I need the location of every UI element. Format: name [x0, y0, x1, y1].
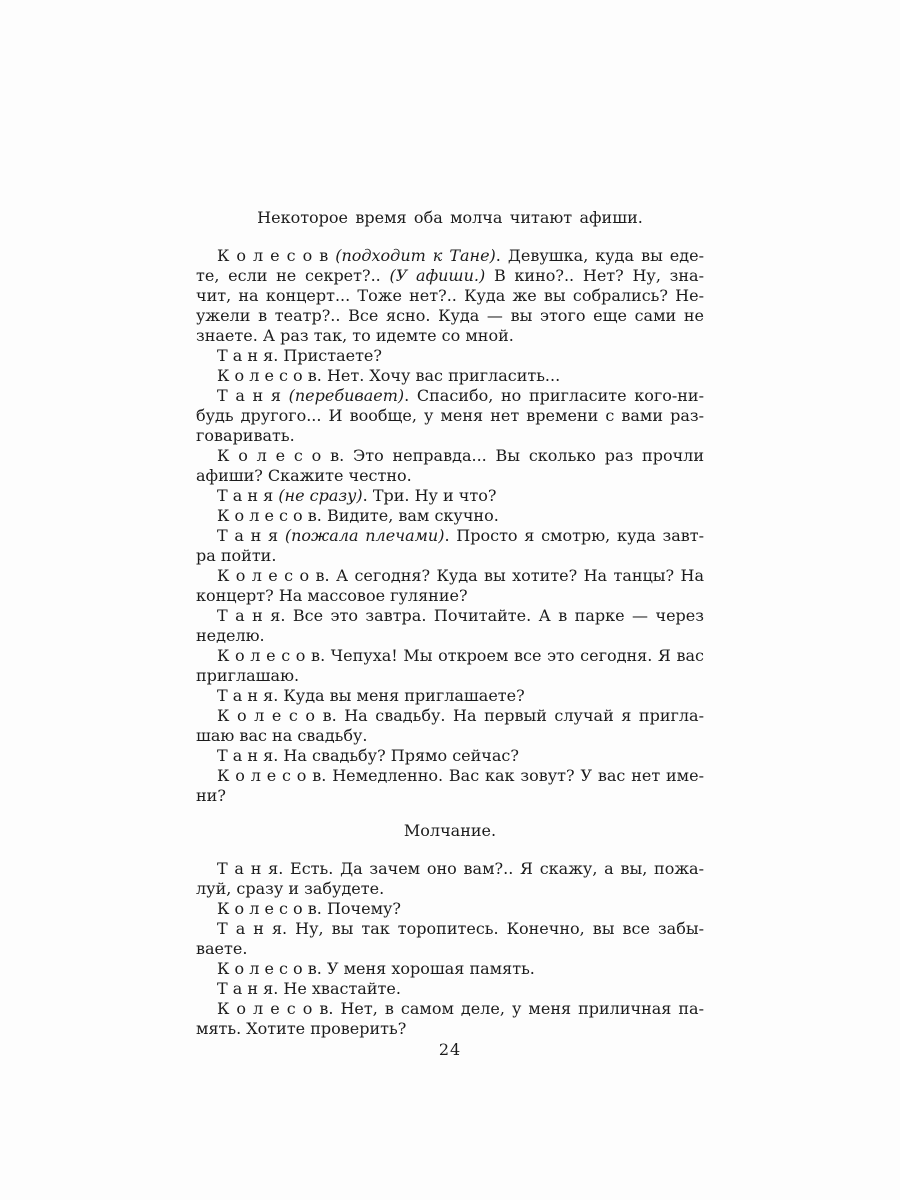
dialogue-line: Т а н я. Пристаете?: [217, 346, 382, 365]
dialogue-line: ваете.: [196, 939, 248, 958]
dialogue-line: мять. Хотите проверить?: [196, 1019, 407, 1038]
dialogue-line: К о л е с о в. Почему?: [217, 899, 402, 918]
dialogue-line: шаю вас на свадьбу.: [196, 726, 368, 745]
dialogue-line: Т а н я. На свадьбу? Прямо сейчас?: [217, 746, 519, 765]
dialogue-line: луй, сразу и забудете.: [196, 879, 385, 898]
dialogue-line: приглашаю.: [196, 666, 300, 685]
dialogue-line: знаете. А раз так, то идемте со мной.: [196, 326, 514, 345]
stage-direction: Молчание.: [403, 821, 497, 840]
dialogue-line: К о л е с о в. У меня хорошая память.: [217, 959, 535, 978]
dialogue-line: Т а н я. Есть. Да зачем оно вам?.. Я скажу, а вы, пожа-: [217, 859, 704, 878]
dialogue-line: К о л е с о в. На свадьбу. На первый случай я пригла-: [217, 706, 704, 725]
dialogue-line: К о л е с о в. Нет. Хочу вас пригласить...: [217, 366, 561, 385]
dialogue-line: говаривать.: [196, 426, 295, 445]
dialogue-line: Т а н я (пожала плечами). Просто я смотрю, куда завт-: [217, 526, 704, 545]
dialogue-line: Т а н я (не сразу). Три. Ну и что?: [217, 486, 497, 505]
page-number: 24: [438, 1040, 462, 1059]
dialogue-line: те, если не секрет?.. (У афиши.) В кино?.. Нет? Ну, зна-: [196, 266, 704, 285]
dialogue-line: Т а н я. Ну, вы так торопитесь. Конечно, вы все забы-: [217, 919, 704, 938]
stage-direction: Некоторое время оба молча читают афиши.: [257, 208, 643, 227]
dialogue-line: К о л е с о в. Немедленно. Вас как зовут? У вас нет име-: [217, 766, 704, 785]
dialogue-line: афиши? Скажите честно.: [196, 466, 412, 485]
text-block: [196, 193, 704, 1039]
dialogue-line: К о л е с о в. А сегодня? Куда вы хотите? На танцы? На: [217, 566, 704, 585]
dialogue-line: Т а н я. Куда вы меня приглашаете?: [217, 686, 525, 705]
dialogue-line: К о л е с о в. Нет, в самом деле, у меня приличная па-: [217, 999, 704, 1018]
dialogue-line: концерт? На массовое гуляние?: [196, 586, 468, 605]
dialogue-line: неделю.: [196, 626, 265, 645]
dialogue-line: ра пойти.: [196, 546, 277, 565]
dialogue-line: ужели в театр?.. Все ясно. Куда — вы этого еще сами не: [196, 306, 704, 325]
dialogue-line: К о л е с о в. Чепуха! Мы откроем все это сегодня. Я вас: [217, 646, 704, 665]
dialogue-line: ни?: [196, 786, 226, 805]
dialogue-line: Т а н я. Не хвастайте.: [217, 979, 401, 998]
dialogue-line: Т а н я. Все это завтра. Почитайте. А в парке — через: [217, 606, 704, 625]
dialogue-line: чит, на концерт... Тоже нет?.. Куда же вы собрались? Не-: [196, 286, 704, 305]
dialogue-line: К о л е с о в (подходит к Тане). Девушка, куда вы еде-: [217, 246, 704, 265]
dialogue-line: будь другого... И вообще, у меня нет времени с вами раз-: [196, 406, 704, 425]
dialogue-line: Т а н я (перебивает). Спасибо, но пригласите кого-ни-: [217, 386, 704, 405]
dialogue-line: К о л е с о в. Видите, вам скучно.: [217, 506, 499, 525]
dialogue-line: К о л е с о в. Это неправда... Вы сколько раз прочли: [217, 446, 704, 465]
